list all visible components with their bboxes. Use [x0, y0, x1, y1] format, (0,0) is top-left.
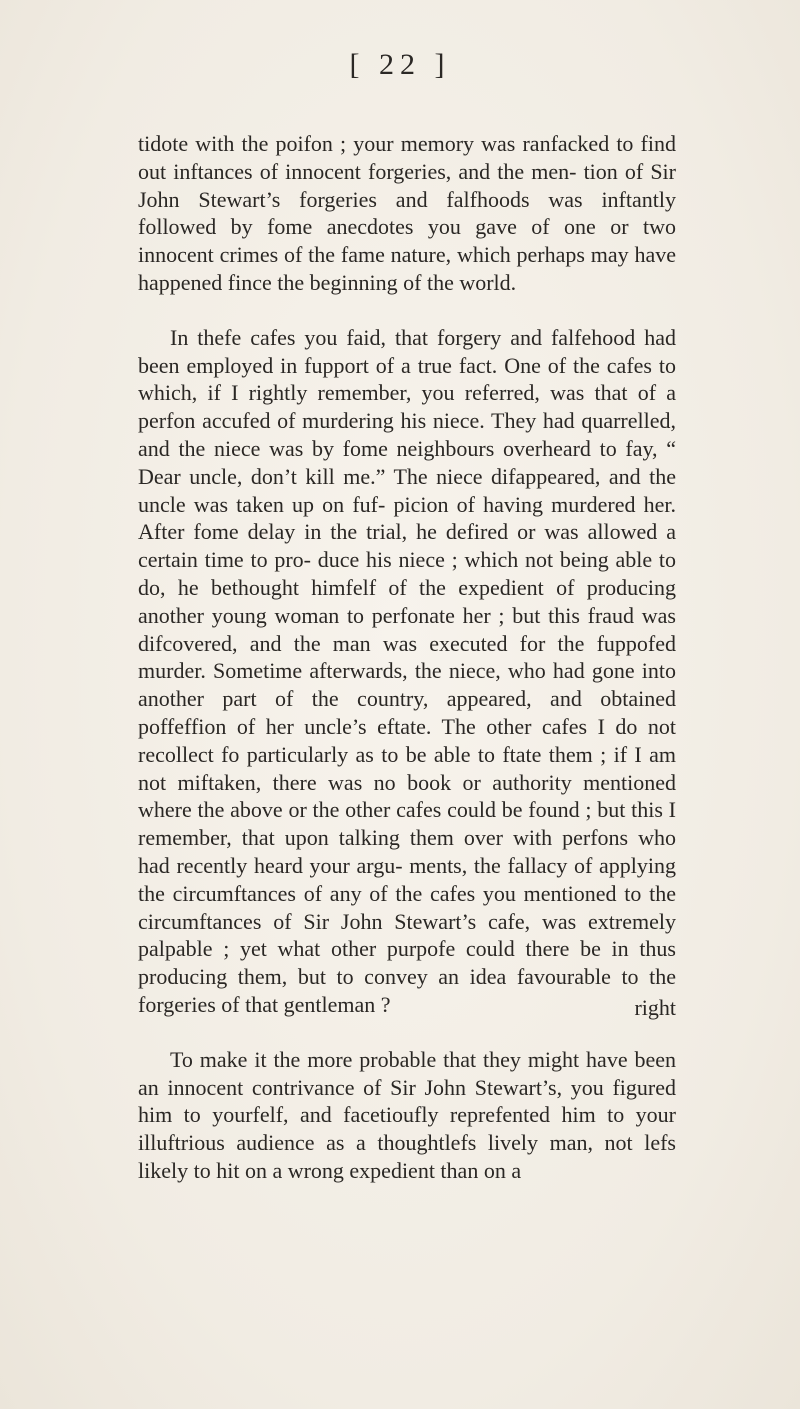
catchword: right	[634, 995, 676, 1020]
paragraph-2: In thefe cafes you faid, that forgery and falfehood had been employed in fupport of a true fact. One of the cafes to which, if I rightly remember, you referred, was that of a perfon accufed of murdering his niece. They had quarrelled, and the niece was by fome neighbours overheard to fay, “ Dear uncle, don’t kill me.” The niece difappeared, and the uncle was taken up on fuf- picion of having murdered her. After fome delay in the trial, he defired or was allowed a certain time to pro- duce his niece ; which not being able to do, he bethought himfelf of the expedient of producing another young woman to perfonate her ; but this fraud was difcovered, and the man was executed for the fuppofed murder. Sometime afterwards, the niece, who had gone into another part of the country, appeared, and obtained poffeffion of her uncle’s eftate. The other cafes I do not recollect fo particularly as to be able to ftate them ; if I am not miftaken, there was no book or authority mentioned where the above or the other cafes could be found ; but this I remember, that upon talking them over with perfons who had recently heard your argu- ments, the fallacy of applying the circumftances of any of the cafes you mentioned to the circumftances of Sir John Stewart’s cafe, was extremely palpable ; yet what other purpofe could there be in thus producing them, but to convey an idea favourable to the forgeries of that gentleman ?	[138, 324, 676, 1017]
body-text	[138, 130, 676, 1185]
paragraph-1: tidote with the poifon ; your memory was ranfacked to find out inftances of innocent forgeries, and the men- tion of Sir John Stewart’s forgeries and falfhoods was inftantly followed by fome anecdotes you gave of one or two innocent crimes of the fame nature, which perhaps may have happened fince the beginning of the world.	[138, 131, 676, 295]
page-number: [ 22 ]	[349, 48, 451, 81]
paragraph-3: To make it the more probable that they might have been an innocent contrivance of Sir John Stewart’s, you figured him to yourfelf, and facetioufly reprefented him to your illuftrious audience as a thoughtlefs lively man, not lefs likely to hit on a wrong expedient than on a	[138, 1046, 676, 1183]
